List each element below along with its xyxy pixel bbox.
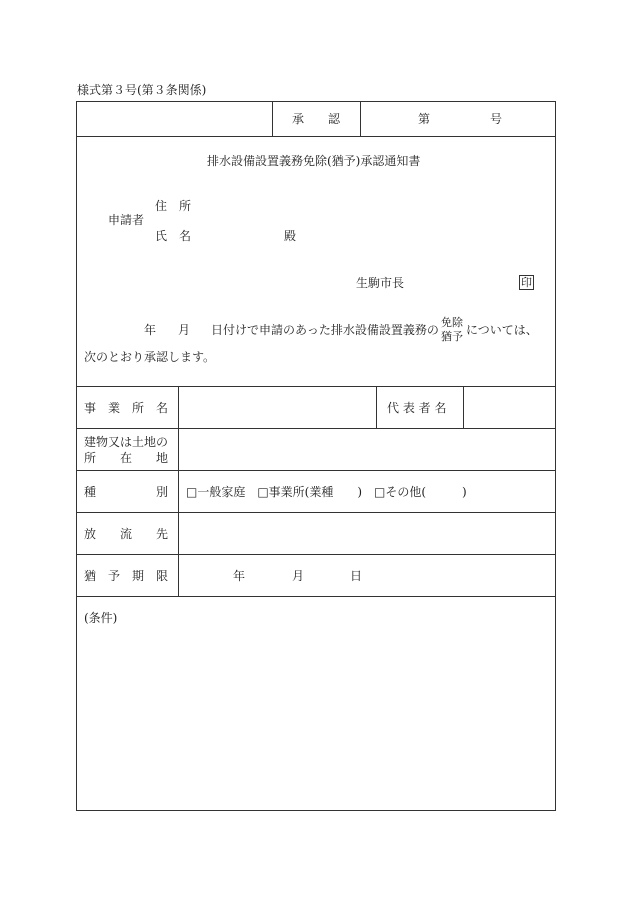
divider bbox=[76, 554, 556, 555]
period-label: 猶 予 期 限 bbox=[84, 569, 169, 583]
type-options: □一般家庭 □事業所(業種 ) □その他( ) bbox=[186, 485, 467, 499]
divider bbox=[463, 386, 464, 428]
number-suffix: 号 bbox=[490, 112, 503, 126]
notice-year: 年 bbox=[144, 323, 157, 337]
discharge-label: 放 流 先 bbox=[84, 527, 169, 541]
applicant-label: 申請者 bbox=[108, 213, 145, 227]
address-label: 住 所 bbox=[155, 199, 192, 213]
issuer-name: 生駒市長 bbox=[356, 276, 405, 290]
location-label-2: 所 在 地 bbox=[84, 451, 169, 465]
notice-text-after: については、 bbox=[466, 323, 538, 337]
name-label: 氏 名 bbox=[155, 229, 192, 243]
seal-mark: 印 bbox=[521, 276, 532, 289]
divider bbox=[76, 470, 556, 471]
conditions-label: (条件) bbox=[84, 611, 118, 625]
form-number-label: 様式第３号(第３条関係) bbox=[77, 83, 207, 97]
period-year: 年 bbox=[233, 569, 246, 583]
divider bbox=[272, 101, 273, 136]
notice-text-before: 日付けで申請のあった排水設備設置義務の bbox=[211, 323, 439, 337]
honorific: 殿 bbox=[284, 229, 297, 243]
divider bbox=[376, 386, 377, 428]
approval-label: 承 認 bbox=[292, 112, 341, 126]
number-prefix: 第 bbox=[418, 112, 431, 126]
notice-month: 月 bbox=[178, 323, 191, 337]
divider bbox=[360, 101, 361, 136]
divider bbox=[178, 386, 179, 596]
exemption-option-top: 免除 bbox=[441, 316, 463, 329]
divider bbox=[76, 386, 556, 387]
representative-label: 代 表 者 名 bbox=[387, 401, 447, 415]
period-day: 日 bbox=[350, 569, 363, 583]
divider bbox=[76, 136, 556, 137]
office-name-label: 事 業 所 名 bbox=[84, 401, 169, 415]
divider bbox=[76, 596, 556, 597]
divider bbox=[76, 428, 556, 429]
notice-line-2: 次のとおり承認します。 bbox=[84, 350, 216, 364]
document-title: 排水設備設置義務免除(猶予)承認通知書 bbox=[207, 154, 421, 168]
exemption-option-bottom: 猶予 bbox=[441, 330, 463, 343]
period-month: 月 bbox=[292, 569, 305, 583]
location-label-1: 建物又は土地の bbox=[84, 435, 169, 449]
divider bbox=[76, 512, 556, 513]
type-label: 種 別 bbox=[84, 485, 169, 499]
